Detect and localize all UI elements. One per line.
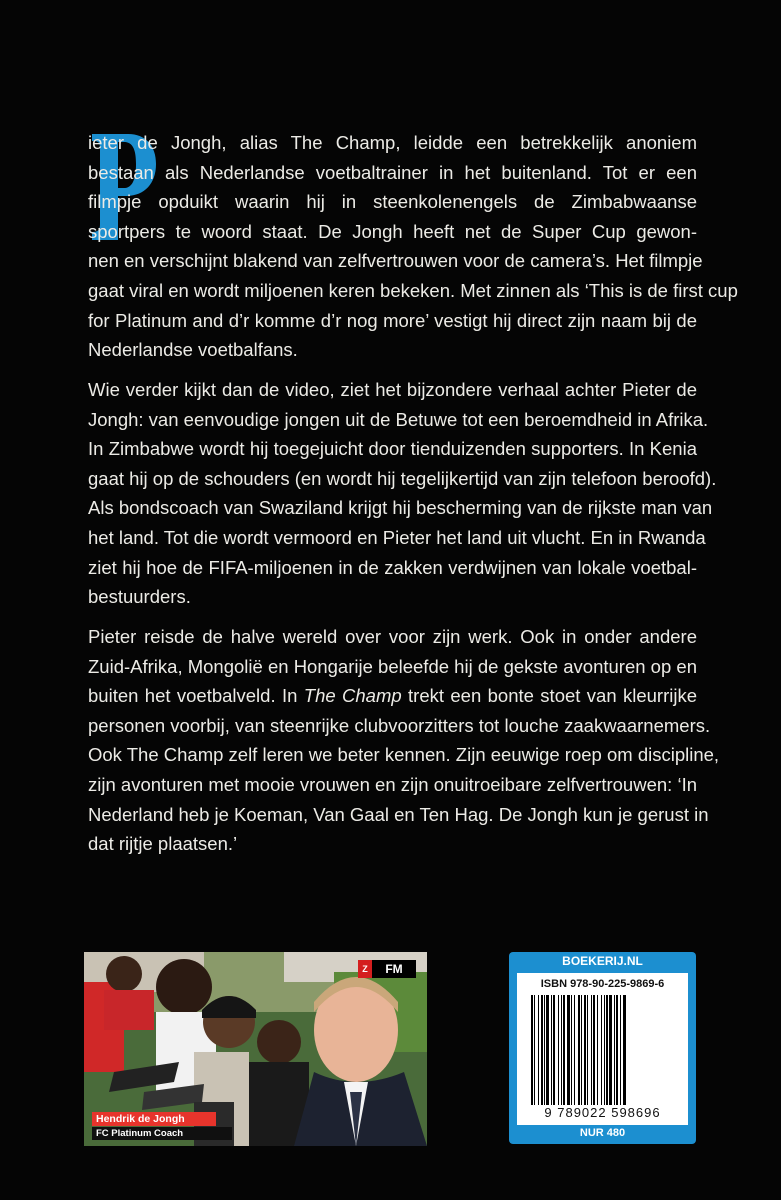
paragraph-3-line: Pieter reisde de halve wereld over voor zijn werk. Ook in onder andere [88, 626, 697, 647]
publisher-website: BOEKERIJ.NL [562, 954, 643, 968]
paragraph-3-line: Zuid-Afrika, Mongolië en Hongarije beleefde hij de gekste avonturen op en [88, 655, 697, 677]
tv-logo-mark: Z [358, 960, 372, 978]
caption-name: Hendrik de Jongh [92, 1112, 216, 1126]
paragraph-1-line: filmpje opduikt waarin hij in steenkolenengels de Zimbabwaanse [88, 191, 697, 213]
nur-code: NUR 480 [579, 1127, 626, 1139]
tv-logo-text: FM [372, 960, 416, 978]
paragraph-2-line: Jongh: van eenvoudige jongen uit de Betuwe tot een beroemdheid in Afrika. [88, 408, 709, 430]
paragraph-2-line: bestuurders. [88, 586, 191, 608]
paragraph-2-line: In Zimbabwe wordt hij toegejuicht door tienduizenden supporters. In Kenia [88, 438, 697, 460]
paragraph-1-line: for Platinum and d’r komme d’r nog more’ vestigt hij direct zijn naam bij de [88, 309, 697, 331]
paragraph-3-line: personen voorbij, van steenrijke clubvoorzitters tot louche zaakwaarnemers. [88, 714, 711, 736]
book-title-italic: The Champ [303, 685, 402, 707]
paragraph-1-line: ieter de Jongh, alias The Champ, leidde een betrekkelijk anoniem [88, 132, 697, 153]
paragraph-2-line: Als bondscoach van Swaziland krijgt hij bescherming van de rijkste man van [88, 497, 713, 519]
paragraph-1-line: sportpers te woord staat. De Jongh heeft net de Super Cup gewon- [88, 220, 697, 242]
paragraph-1-line: nen en verschijnt blakend van zelfvertrouwen voor de camera’s. Het filmpje [88, 250, 703, 272]
caption-role: FC Platinum Coach [92, 1127, 232, 1140]
paragraph-3 [88, 622, 720, 859]
paragraph-2-line: gaat hij op de schouders (en wordt hij tegelijkertijd van zijn telefoon beroofd). [88, 467, 717, 489]
paragraph-3-line: Ook The Champ zelf leren we beter kennen. Zijn eeuwige roep om discipline, [88, 744, 720, 766]
paragraph-3-line: Nederland heb je Koeman, Van Gaal en Ten Hag. De Jongh kun je gerust in [88, 803, 709, 825]
paragraph-3-line: dat rijtje plaatsen.’ [88, 833, 238, 855]
text-run: trekt een bonte stoet van kleurrijke [401, 685, 697, 707]
barcode-number: 9 789022 598696 [544, 1105, 661, 1120]
paragraph-2-line: het land. Tot die wordt vermoord en Pieter het land uit vlucht. En in Rwanda [88, 526, 706, 548]
paragraph-2 [88, 375, 717, 612]
paragraph-1-line: Nederlandse voetbalfans. [88, 339, 298, 361]
isbn-label: ISBN 978-90-225-9869-6 [540, 978, 665, 990]
text-run: buiten het voetbalveld. In [88, 685, 304, 707]
barcode-panel [509, 952, 696, 1144]
paragraph-2-line: ziet hij hoe de FIFA-miljoenen in de zakken verdwijnen van lokale voetbal- [88, 556, 697, 578]
paragraph-3-line: zijn avonturen met mooie vrouwen en zijn onuitroeibare zelfvertrouwen: ‘In [88, 773, 697, 795]
paragraph-1-line: gaat viral en wordt miljoenen keren bekeken. Met zinnen als ‘This is de first cup [88, 279, 738, 301]
barcode-area [517, 973, 688, 1125]
paragraph-1-line: bestaan als Nederlandse voetbaltrainer in het buitenland. Tot er een [88, 161, 697, 183]
paragraph-1 [88, 128, 738, 365]
barcode-bars [531, 995, 674, 1105]
paragraph-3-line [88, 681, 697, 711]
paragraph-2-line: Wie verder kijkt dan de video, ziet het bijzondere verhaal achter Pieter de [88, 379, 697, 400]
